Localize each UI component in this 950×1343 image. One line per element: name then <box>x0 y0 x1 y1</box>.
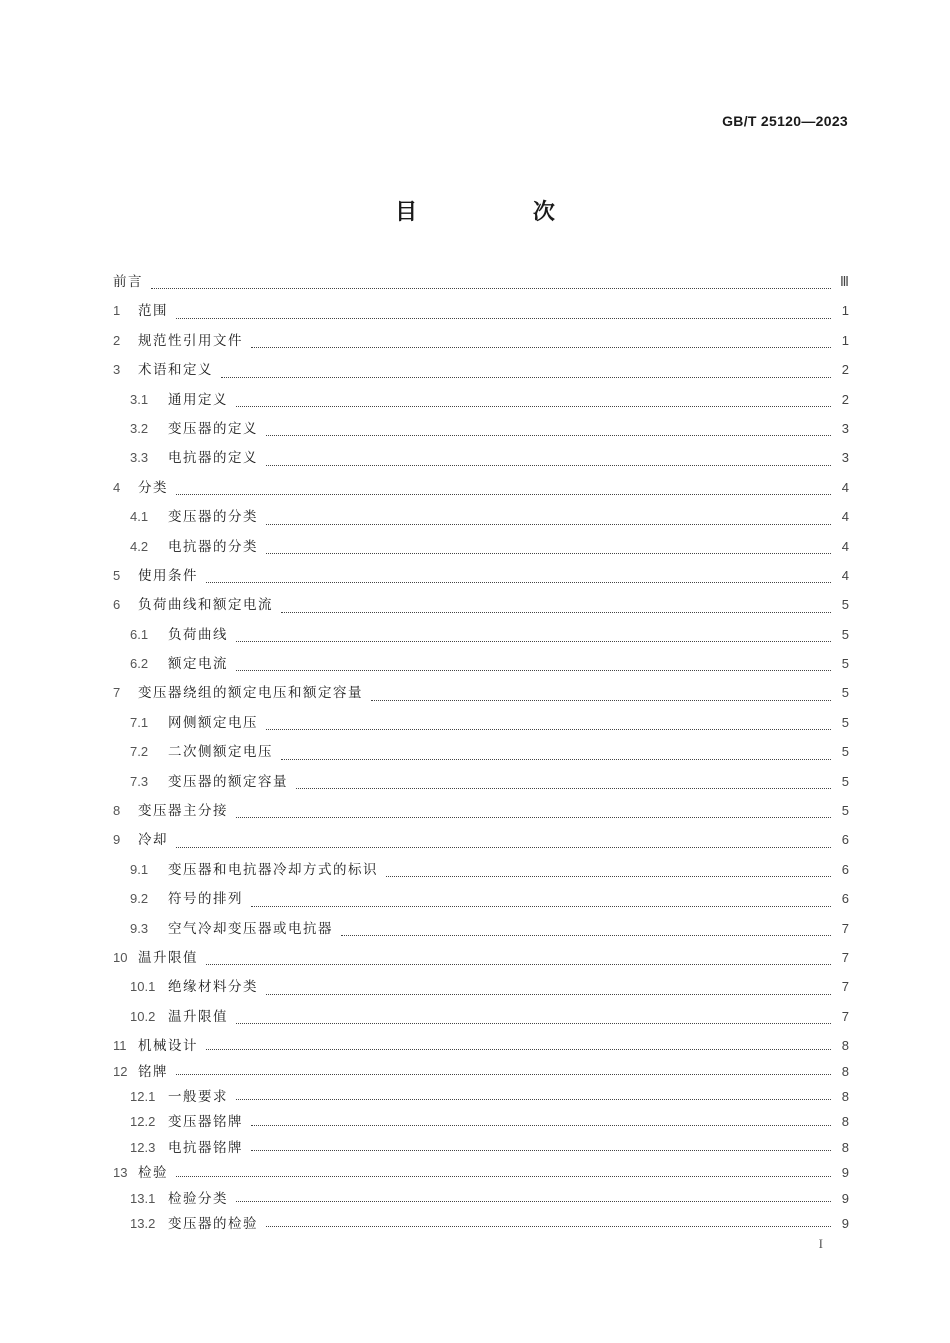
toc-entry[interactable] <box>113 476 849 505</box>
toc-entry[interactable] <box>113 388 849 417</box>
toc-entry[interactable] <box>113 1005 849 1034</box>
toc-entry[interactable] <box>113 329 849 358</box>
toc-entry-page: 4 <box>841 509 849 525</box>
toc-entry-page: 5 <box>841 656 849 672</box>
toc-entry-number: 3 <box>113 362 121 378</box>
toc-entry-number: 9.3 <box>130 920 149 936</box>
toc-entry-label: 规范性引用文件 <box>138 332 243 349</box>
toc-entry-page: 5 <box>841 626 849 642</box>
toc-leader-dots <box>176 846 831 848</box>
toc-leader-dots <box>176 317 831 319</box>
toc-entry-number: 7.2 <box>130 744 149 760</box>
toc-entry-page: 8 <box>841 1088 849 1104</box>
toc-entry-page: 9 <box>841 1215 849 1231</box>
toc-entry-label: 通用定义 <box>168 391 228 408</box>
toc-leader-dots <box>206 581 831 583</box>
toc-entry-number: 3.1 <box>130 391 149 407</box>
toc-entry-page: 5 <box>841 773 849 789</box>
toc-entry-page: 6 <box>841 861 849 877</box>
toc-entry-number: 3.2 <box>130 420 149 436</box>
toc-leader-dots <box>296 787 831 789</box>
toc-entry[interactable] <box>113 1212 849 1237</box>
toc-entry-page: 4 <box>841 479 849 495</box>
toc-entry-number: 3.3 <box>130 450 149 466</box>
toc-entry-page: 5 <box>841 744 849 760</box>
toc-entry-label: 电抗器的定义 <box>168 450 258 467</box>
toc-leader-dots <box>251 1124 831 1126</box>
toc-leader-dots <box>266 1225 831 1227</box>
toc-leader-dots <box>266 552 831 554</box>
toc-entry-number: 7.3 <box>130 773 149 789</box>
toc-entry[interactable] <box>113 1161 849 1186</box>
toc-entry-number: 12.2 <box>130 1114 156 1130</box>
toc-entry-label: 分类 <box>138 479 168 496</box>
toc-entry-page: 9 <box>841 1165 849 1181</box>
toc-entry-number: 11 <box>113 1038 127 1054</box>
toc-leader-dots <box>236 1200 831 1202</box>
toc-entry-page: 2 <box>841 362 849 378</box>
toc-entry-label: 变压器主分接 <box>138 803 228 820</box>
toc-entry-label: 检验 <box>138 1165 168 1182</box>
toc-entry-number: 10 <box>113 949 128 965</box>
toc-entry[interactable] <box>113 770 849 799</box>
toc-entry-label: 电抗器的分类 <box>168 538 258 555</box>
toc-entry-number: 9 <box>113 832 121 848</box>
toc-entry-label: 变压器铭牌 <box>168 1114 243 1131</box>
toc-entry-label: 使用条件 <box>138 567 198 584</box>
toc-entry-page: 6 <box>841 891 849 907</box>
toc-leader-dots <box>236 405 831 407</box>
toc-entry[interactable] <box>113 593 849 622</box>
toc-entry-number: 1 <box>113 303 121 319</box>
toc-entry-label: 前言 <box>113 274 143 290</box>
toc-entry-label: 术语和定义 <box>138 362 213 379</box>
toc-entry-page: 5 <box>841 685 849 701</box>
toc-entry-page: 7 <box>841 979 849 995</box>
toc-entry-label: 温升限值 <box>138 949 198 966</box>
toc-entry[interactable] <box>113 1136 849 1161</box>
toc-entry[interactable] <box>113 505 849 534</box>
toc-entry-number: 2 <box>113 332 121 348</box>
toc-entry[interactable] <box>113 711 849 740</box>
toc-entry-label: 电抗器铭牌 <box>168 1139 243 1156</box>
toc-leader-dots <box>266 523 831 525</box>
toc-entry-label: 网侧额定电压 <box>168 714 258 731</box>
toc-entry-number: 13 <box>113 1165 128 1181</box>
toc-entry-label: 变压器绕组的额定电压和额定容量 <box>138 685 363 702</box>
standard-code: GB/T 25120—2023 <box>722 113 848 129</box>
toc-entry-page: 1 <box>841 303 849 319</box>
toc-entry[interactable] <box>113 564 849 593</box>
toc-entry[interactable] <box>113 1187 849 1212</box>
toc-leader-dots <box>266 464 831 466</box>
toc-leader-dots <box>251 1149 831 1151</box>
toc-entry-label: 空气冷却变压器或电抗器 <box>168 920 333 937</box>
toc-entry-label: 负荷曲线 <box>168 626 228 643</box>
toc-entry-number: 6.1 <box>130 626 149 642</box>
toc-entry-label: 一般要求 <box>168 1088 228 1105</box>
toc-leader-dots <box>236 640 831 642</box>
toc-leader-dots <box>151 287 831 289</box>
toc-entry-page: 5 <box>841 714 849 730</box>
toc-entry-label: 变压器的额定容量 <box>168 773 288 790</box>
toc-entry-page: 3 <box>841 450 849 466</box>
toc-entry[interactable] <box>113 975 849 1004</box>
toc-entry-page: 3 <box>841 420 849 436</box>
toc-leader-dots <box>176 493 831 495</box>
toc-entry[interactable] <box>113 446 849 475</box>
toc-entry-page: 7 <box>841 920 849 936</box>
toc-entry-number: 5 <box>113 567 121 583</box>
toc-entry-page: 4 <box>841 538 849 554</box>
toc-entry-number: 7 <box>113 685 121 701</box>
toc-entry-number: 6 <box>113 597 121 613</box>
toc-entry-number: 12.3 <box>130 1139 156 1155</box>
toc-entry-number: 13.1 <box>130 1190 156 1206</box>
toc-entry-label: 机械设计 <box>138 1038 198 1055</box>
toc-leader-dots <box>236 1098 831 1100</box>
toc-entry-number: 7.1 <box>130 714 149 730</box>
toc-entry-number: 10.2 <box>130 1008 156 1024</box>
toc-entry-label: 二次侧额定电压 <box>168 744 273 761</box>
toc-leader-dots <box>266 728 831 730</box>
toc-leader-dots <box>251 905 831 907</box>
toc-entry-page: 1 <box>841 332 849 348</box>
toc-leader-dots <box>266 993 831 995</box>
toc-title: 目 次 <box>395 200 609 225</box>
toc-entry[interactable] <box>113 299 849 328</box>
toc-entry-label: 变压器和电抗器冷却方式的标识 <box>168 861 378 878</box>
toc-entry-label: 范围 <box>138 303 168 320</box>
toc-entry-label: 温升限值 <box>168 1008 228 1025</box>
toc-entry[interactable] <box>113 417 849 446</box>
toc-entry-page: 8 <box>841 1114 849 1130</box>
toc-entry-number: 13.2 <box>130 1215 156 1231</box>
toc-entry[interactable] <box>113 623 849 652</box>
toc-leader-dots <box>176 1073 831 1075</box>
toc-entry-page: 2 <box>841 391 849 407</box>
toc-entry-label: 绝缘材料分类 <box>168 979 258 996</box>
table-of-contents <box>113 270 849 1237</box>
toc-leader-dots <box>341 934 831 936</box>
toc-entry-label: 变压器的分类 <box>168 509 258 526</box>
toc-entry-number: 9.2 <box>130 891 149 907</box>
toc-entry[interactable] <box>113 1060 849 1085</box>
toc-entry-page: 8 <box>841 1038 849 1054</box>
toc-entry[interactable] <box>113 946 849 975</box>
toc-entry-number: 4 <box>113 479 121 495</box>
toc-entry[interactable] <box>113 535 849 564</box>
toc-entry[interactable] <box>113 799 849 828</box>
toc-leader-dots <box>176 1175 831 1177</box>
toc-leader-dots <box>206 1048 831 1050</box>
toc-entry-label: 检验分类 <box>168 1190 228 1207</box>
toc-entry-page: 8 <box>841 1139 849 1155</box>
toc-entry-number: 10.1 <box>130 979 156 995</box>
toc-leader-dots <box>236 816 831 818</box>
toc-entry[interactable] <box>113 858 849 887</box>
toc-entry-page: Ⅲ <box>840 274 849 289</box>
toc-entry-page: 8 <box>841 1063 849 1079</box>
toc-leader-dots <box>236 1022 831 1024</box>
toc-entry-label: 额定电流 <box>168 656 228 673</box>
toc-entry-number: 8 <box>113 803 121 819</box>
toc-leader-dots <box>281 611 831 613</box>
toc-entry[interactable] <box>113 917 849 946</box>
toc-leader-dots <box>281 758 831 760</box>
toc-entry[interactable] <box>113 358 849 387</box>
toc-leader-dots <box>386 875 831 877</box>
toc-entry-page: 9 <box>841 1190 849 1206</box>
toc-entry-number: 6.2 <box>130 656 149 672</box>
toc-entry-number: 12 <box>113 1063 128 1079</box>
toc-leader-dots <box>221 376 831 378</box>
footer-page-number: I <box>818 1236 823 1251</box>
toc-entry-page: 6 <box>841 832 849 848</box>
toc-entry-number: 4.2 <box>130 538 149 554</box>
toc-entry[interactable] <box>113 740 849 769</box>
toc-entry-page: 5 <box>841 597 849 613</box>
toc-entry[interactable] <box>113 652 849 681</box>
toc-leader-dots <box>251 346 831 348</box>
toc-entry-number: 9.1 <box>130 861 149 877</box>
toc-entry-label: 符号的排列 <box>168 891 243 908</box>
toc-entry-label: 冷却 <box>138 832 168 849</box>
toc-entry[interactable] <box>113 681 849 710</box>
toc-leader-dots <box>236 669 831 671</box>
toc-entry[interactable] <box>113 887 849 916</box>
toc-leader-dots <box>266 434 831 436</box>
toc-entry-page: 7 <box>841 1008 849 1024</box>
toc-entry-number: 4.1 <box>130 509 149 525</box>
toc-entry[interactable] <box>113 1110 849 1135</box>
toc-entry[interactable] <box>113 1085 849 1110</box>
toc-entry[interactable] <box>113 828 849 857</box>
toc-entry-page: 5 <box>841 803 849 819</box>
toc-entry-label: 变压器的定义 <box>168 420 258 437</box>
toc-entry-page: 4 <box>841 567 849 583</box>
toc-entry-label: 铭牌 <box>138 1063 168 1080</box>
toc-entry-label: 负荷曲线和额定电流 <box>138 597 273 614</box>
toc-leader-dots <box>206 963 831 965</box>
toc-entry-number: 12.1 <box>130 1088 156 1104</box>
toc-entry[interactable] <box>113 1034 849 1059</box>
toc-leader-dots <box>371 699 831 701</box>
toc-entry-label: 变压器的检验 <box>168 1215 258 1232</box>
toc-entry-page: 7 <box>841 949 849 965</box>
toc-entry[interactable] <box>113 270 849 299</box>
